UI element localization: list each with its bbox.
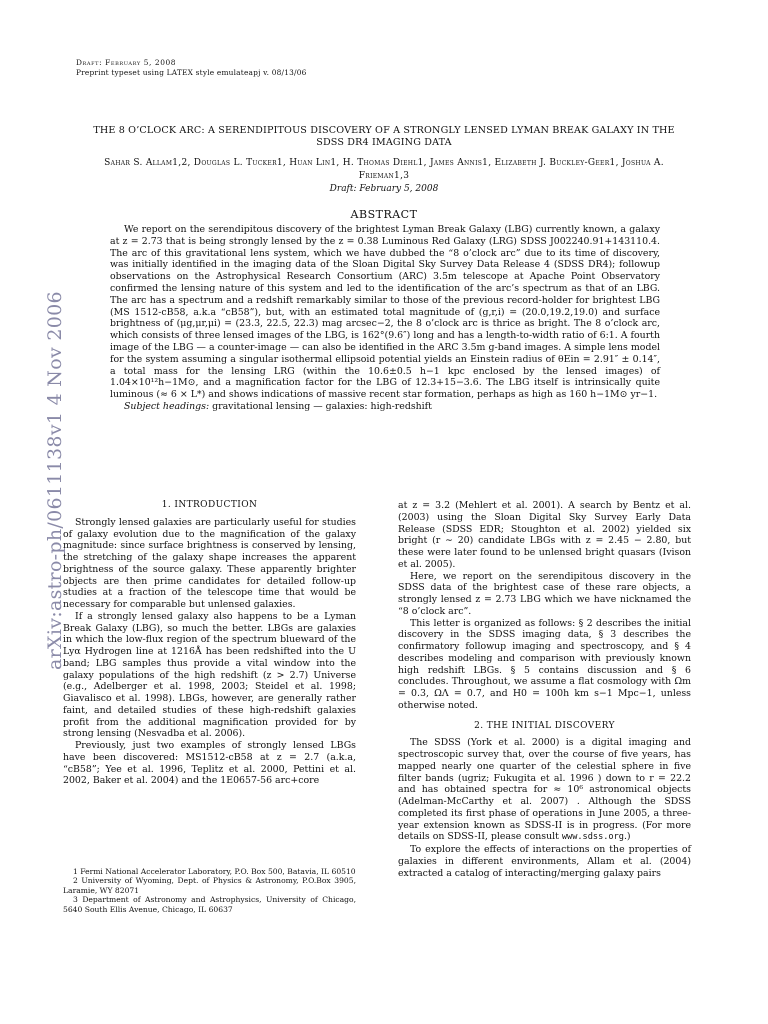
left-column [63, 500, 356, 787]
paragraph-text-end: .) [623, 831, 631, 843]
paragraph: If a strongly lensed galaxy also happens to be a Lyman Break Galaxy (LBG), so much the better. LBGs are galaxies in which the low-flux region of the spectrum blueward of the Lyα Hydrogen line at 1216Å has been redshifted into the U band; LBG samples thus provide a vital window into the galaxy populations of the high redshift (z > 2.7) Universe (e.g., Adelberger et al. 1998, 2003; Steidel et al. 1998; Giavalisco et al. 1998). LBGs, however, are generally rather faint, and detailed studies of these high-redshift galaxies profit from the additional magnification provided for by strong lensing (Nesvadba et al. 2006). [63, 610, 356, 740]
footnote: 1 Fermi National Accelerator Laboratory, P.O. Box 500, Batavia, IL 60510 [73, 867, 356, 876]
paper-title: THE 8 O’CLOCK ARC: A SERENDIPITOUS DISCOVERY OF A STRONGLY LENSED LYMAN BREAK GALAXY IN THE SDSS DR4 IMAGING DATA [93, 125, 675, 148]
sdss-url-link[interactable]: www.sdss.org [561, 832, 624, 843]
footnote: 3 Department of Astronomy and Astrophysics, University of Chicago, 5640 South Ellis Avenue, Chicago, IL 60637 [63, 895, 356, 914]
paragraph: Strongly lensed galaxies are particularly useful for studies of galaxy evolution due to the magnification of the galaxy magnitude: since surface brightness is conserved by lensing, the stretching of the galaxy shape increases the apparent brightness of the source galaxy. These apparently brighter objects are then prime candidates for detailed follow-up studies at a fraction of the telescope time that would be necessary for comparable but unlensed galaxies. [63, 516, 356, 610]
subject-headings [110, 401, 660, 413]
author-list: Sahar S. Allam1,2, Douglas L. Tucker1, Huan Lin1, H. Thomas Diehl1, James Annis1, Elizabeth J. Buckley-Geer1, Joshua A. Frieman1,3 [104, 158, 664, 181]
draft-line: Draft: February 5, 2008 [76, 58, 177, 67]
paragraph [398, 737, 691, 844]
paragraph: This letter is organized as follows: § 2 describes the initial discovery in the SDSS imaging data, § 3 describes the confirmatory followup imaging and spectroscopy, and § 4 describes modeling and comparison with previously known high redshift LBGs. § 5 contains discussion and § 6 concludes. Throughout, we assume a flat cosmology with Ωm = 0.3, ΩΛ = 0.7, and H0 = 100h km s−1 Mpc−1, unless otherwise noted. [398, 617, 691, 711]
footnotes [63, 867, 356, 914]
subject-label: Subject headings: [124, 400, 210, 412]
section-heading-initial-discovery: 2. THE INITIAL DISCOVERY [474, 720, 615, 731]
subject-text: gravitational lensing — galaxies: high-redshift [212, 400, 432, 412]
paragraph: Previously, just two examples of strongly lensed LBGs have been discovered: MS1512-cB58 at z = 2.7 (a.k.a, “cB58”; Yee et al. 1996, Teplitz et al. 2000, Pettini et al. 2002, Baker et al. 2004) and the 1E0657-56 arc+core [63, 740, 356, 787]
paragraph-text: The SDSS (York et al. 2000) is a digital imaging and spectroscopic survey that, over the course of five years, has mapped nearly one quarter of the celestial sphere in five filter bands (ugriz; Fukugita et al. 1996 ) down to r = 22.2 and has obtained spectra for ≈ 10⁶ astronomical objects (Adelman-McCarthy et al. 2007) . Although the SDSS completed its first phase of operations in June 2005, a three-year extension known as SDSS-II is in progress. (For more details on SDSS-II, please consult [398, 737, 691, 843]
preprint-line: Preprint typeset using LATEX style emulateapj v. 08/13/06 [76, 68, 307, 77]
arxiv-stamp [22, 250, 66, 670]
paragraph-continued: at z = 3.2 (Mehlert et al. 2001). A search by Bentz et al. (2003) using the Sloan Digital Sky Survey Early Data Release (SDSS EDR; Stoughton et al. 2002) yielded six bright (r ∼ 20) candidate LBGs with z = 2.45 − 2.80, but these were later found to be unlensed bright quasars (Ivison et al. 2005). [398, 500, 691, 570]
abstract-text: We report on the serendipitous discovery of the brightest Lyman Break Galaxy (LBG) currently known, a galaxy at z = 2.73 that is being strongly lensed by the z = 0.38 Luminous Red Galaxy (LRG) SDSS J002240.91+143110.4. The arc of this gravitational lens system, which we have dubbed the “8 o’clock arc” due to its time of discovery, was initially identified in the imaging data of the Sloan Digital Sky Survey Data Release 4 (SDSS DR4); followup observations on the Astrophysical Research Consortium (ARC) 3.5m telescope at Apache Point Observatory confirmed the lensing nature of this system and led to the identification of the arc’s spectrum as that of an LBG. The arc has a spectrum and a redshift remarkably similar to those of the previous record-holder for brightest LBG (MS 1512-cB58, a.k.a “cB58”), but, with an estimated total magnitude of (g,r,i) = (20.0,19.2,19.0) and surface brightness of (μg,μr,μi) = (23.3, 22.5, 22.3) mag arcsec−2, the 8 o’clock arc is thrice as bright. The 8 o’clock arc, which consists of three lensed images of the LBG, is 162°(9.6″) long and has a length-to-width ratio of 6:1. A fourth image of the LBG — a counter-image — can also be identified in the ARC 3.5m g-band images. A simple lens model for the system assuming a singular isothermal ellipsoid potential yields an Einstein radius of θEin = 2.91″ ± 0.14″, a total mass for the lensing LRG (within the 10.6±0.5 h−1 kpc enclosed by the lensed images) of 1.04×10¹²h−1M⊙, and a magnification factor for the LBG of 12.3+15−3.6. The LBG itself is intrinsically quite luminous (≈ 6 × L*) and shows indications of massive recent star formation, perhaps as high as 160 h−1M⊙ yr−1. [110, 224, 660, 401]
arxiv-stamp-text: arXiv:astro-ph/0611138v1 4 Nov 2006 [44, 291, 66, 670]
running-header [76, 58, 307, 78]
paragraph: To explore the effects of interactions on the properties of galaxies in different environments, Allam et al. (2004) extracted a catalog of interacting/merging galaxy pairs [398, 844, 691, 879]
right-column [398, 500, 691, 879]
abstract [110, 224, 660, 413]
section-heading-introduction: 1. INTRODUCTION [161, 500, 258, 510]
abstract-heading: ABSTRACT [350, 208, 418, 221]
paragraph: Here, we report on the serendipitous discovery in the SDSS data of the brightest case of these rare objects, a strongly lensed z = 2.73 LBG which we have nicknamed the “8 o’clock arc”. [398, 570, 691, 617]
footnote: 2 University of Wyoming, Dept. of Physics & Astronomy, P.O.Box 3905, Laramie, WY 82071 [63, 876, 356, 895]
draft-date: Draft: February 5, 2008 [329, 184, 439, 194]
